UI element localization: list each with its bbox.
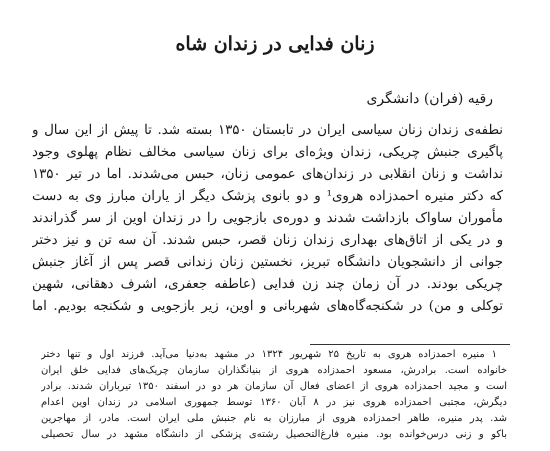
body-line: و در یکی از اتاق‌های بهداری زندان زنان قصر، حبس شدند. آن سه تن و نیز دختر bbox=[32, 233, 503, 248]
body-line: جوانی از دانشجویان دانشگاه تبریز، نخستین زنان زندانی قصر پس از آغاز جنبش bbox=[32, 255, 503, 270]
body-line: نداشت و زنان انقلابی در زندان‌های عمومی زنان، حبس می‌شدند. اما در تیر ۱۳۵۰ bbox=[32, 167, 503, 182]
body-line: که دکتر منیره احمدزاده هروی¹ و دو بانوی پزشک دیگر از یاران مبارز وی به دست bbox=[32, 189, 503, 204]
body-line: نطفه‌ی زندان زنان سیاسی ایران در تابستان ۱۳۵۰ بسته شد. تا پیش از این سال و bbox=[32, 123, 503, 138]
footnote-line: شد. پدر منیره، طاهر احمدزاده هروی از مبارزان به نام جنبش ملی ایران است. مادر، از مهاجرین bbox=[41, 413, 507, 424]
article-title: زنان فدایی در زندان شاه bbox=[175, 33, 375, 55]
footnote-divider bbox=[310, 344, 510, 345]
body-line: توکلی و من) در شکنجه‌گاه‌های شهربانی و اوین، زیر بازجویی و شکنجه بودیم. اما bbox=[32, 299, 503, 314]
footnote bbox=[41, 347, 507, 443]
footnote-line: است و مجید احمدزاده هروی از اعضای فعال آن سازمان هر دو در اسفند ۱۳۵۰ تیرباران شدند. برادر bbox=[41, 381, 507, 392]
body-line: مأموران ساواک بازداشت شدند و دوره‌ی بازجویی را در زندان اوین از سر گذراندند bbox=[32, 211, 503, 226]
footnote-line: ۱ منیره احمدزاده هروی به تاریخ ۲۵ شهریور ۱۳۲۴ در مشهد به‌دنیا می‌آید. فرزند اول و تنها دختر bbox=[41, 349, 497, 360]
body-paragraph bbox=[32, 120, 503, 318]
footnote-line: باکو و زنی درس‌خوانده بود. منیره فارغ‌التحصیل رشته‌ی پزشکی از دانشگاه مشهد در سال تحصیلی bbox=[41, 429, 507, 440]
footnote-line: خانواده است. برادرش، مسعود احمدزاده هروی از بنیانگذاران سازمان چریک‌های فدایی خلق ایران bbox=[41, 365, 507, 376]
footnote-line: دیگرش، مجتبی احمدزاده هروی نیز در ۸ آبان ۱۳۶۰ توسط جمهوری اسلامی در زندان اوین اعدام bbox=[41, 397, 507, 408]
body-line: چریکی بودند. در آن زمان چند زن فدایی (عاطفه جعفری، اشرف دهقانی، شهین bbox=[32, 277, 503, 292]
author-name: رقیه (فران) دانشگری bbox=[366, 91, 493, 107]
body-line: پاگیری جنبش چریکی، زندان ویژه‌ای برای زنان سیاسی مخالف نظام پهلوی وجود bbox=[32, 145, 503, 160]
